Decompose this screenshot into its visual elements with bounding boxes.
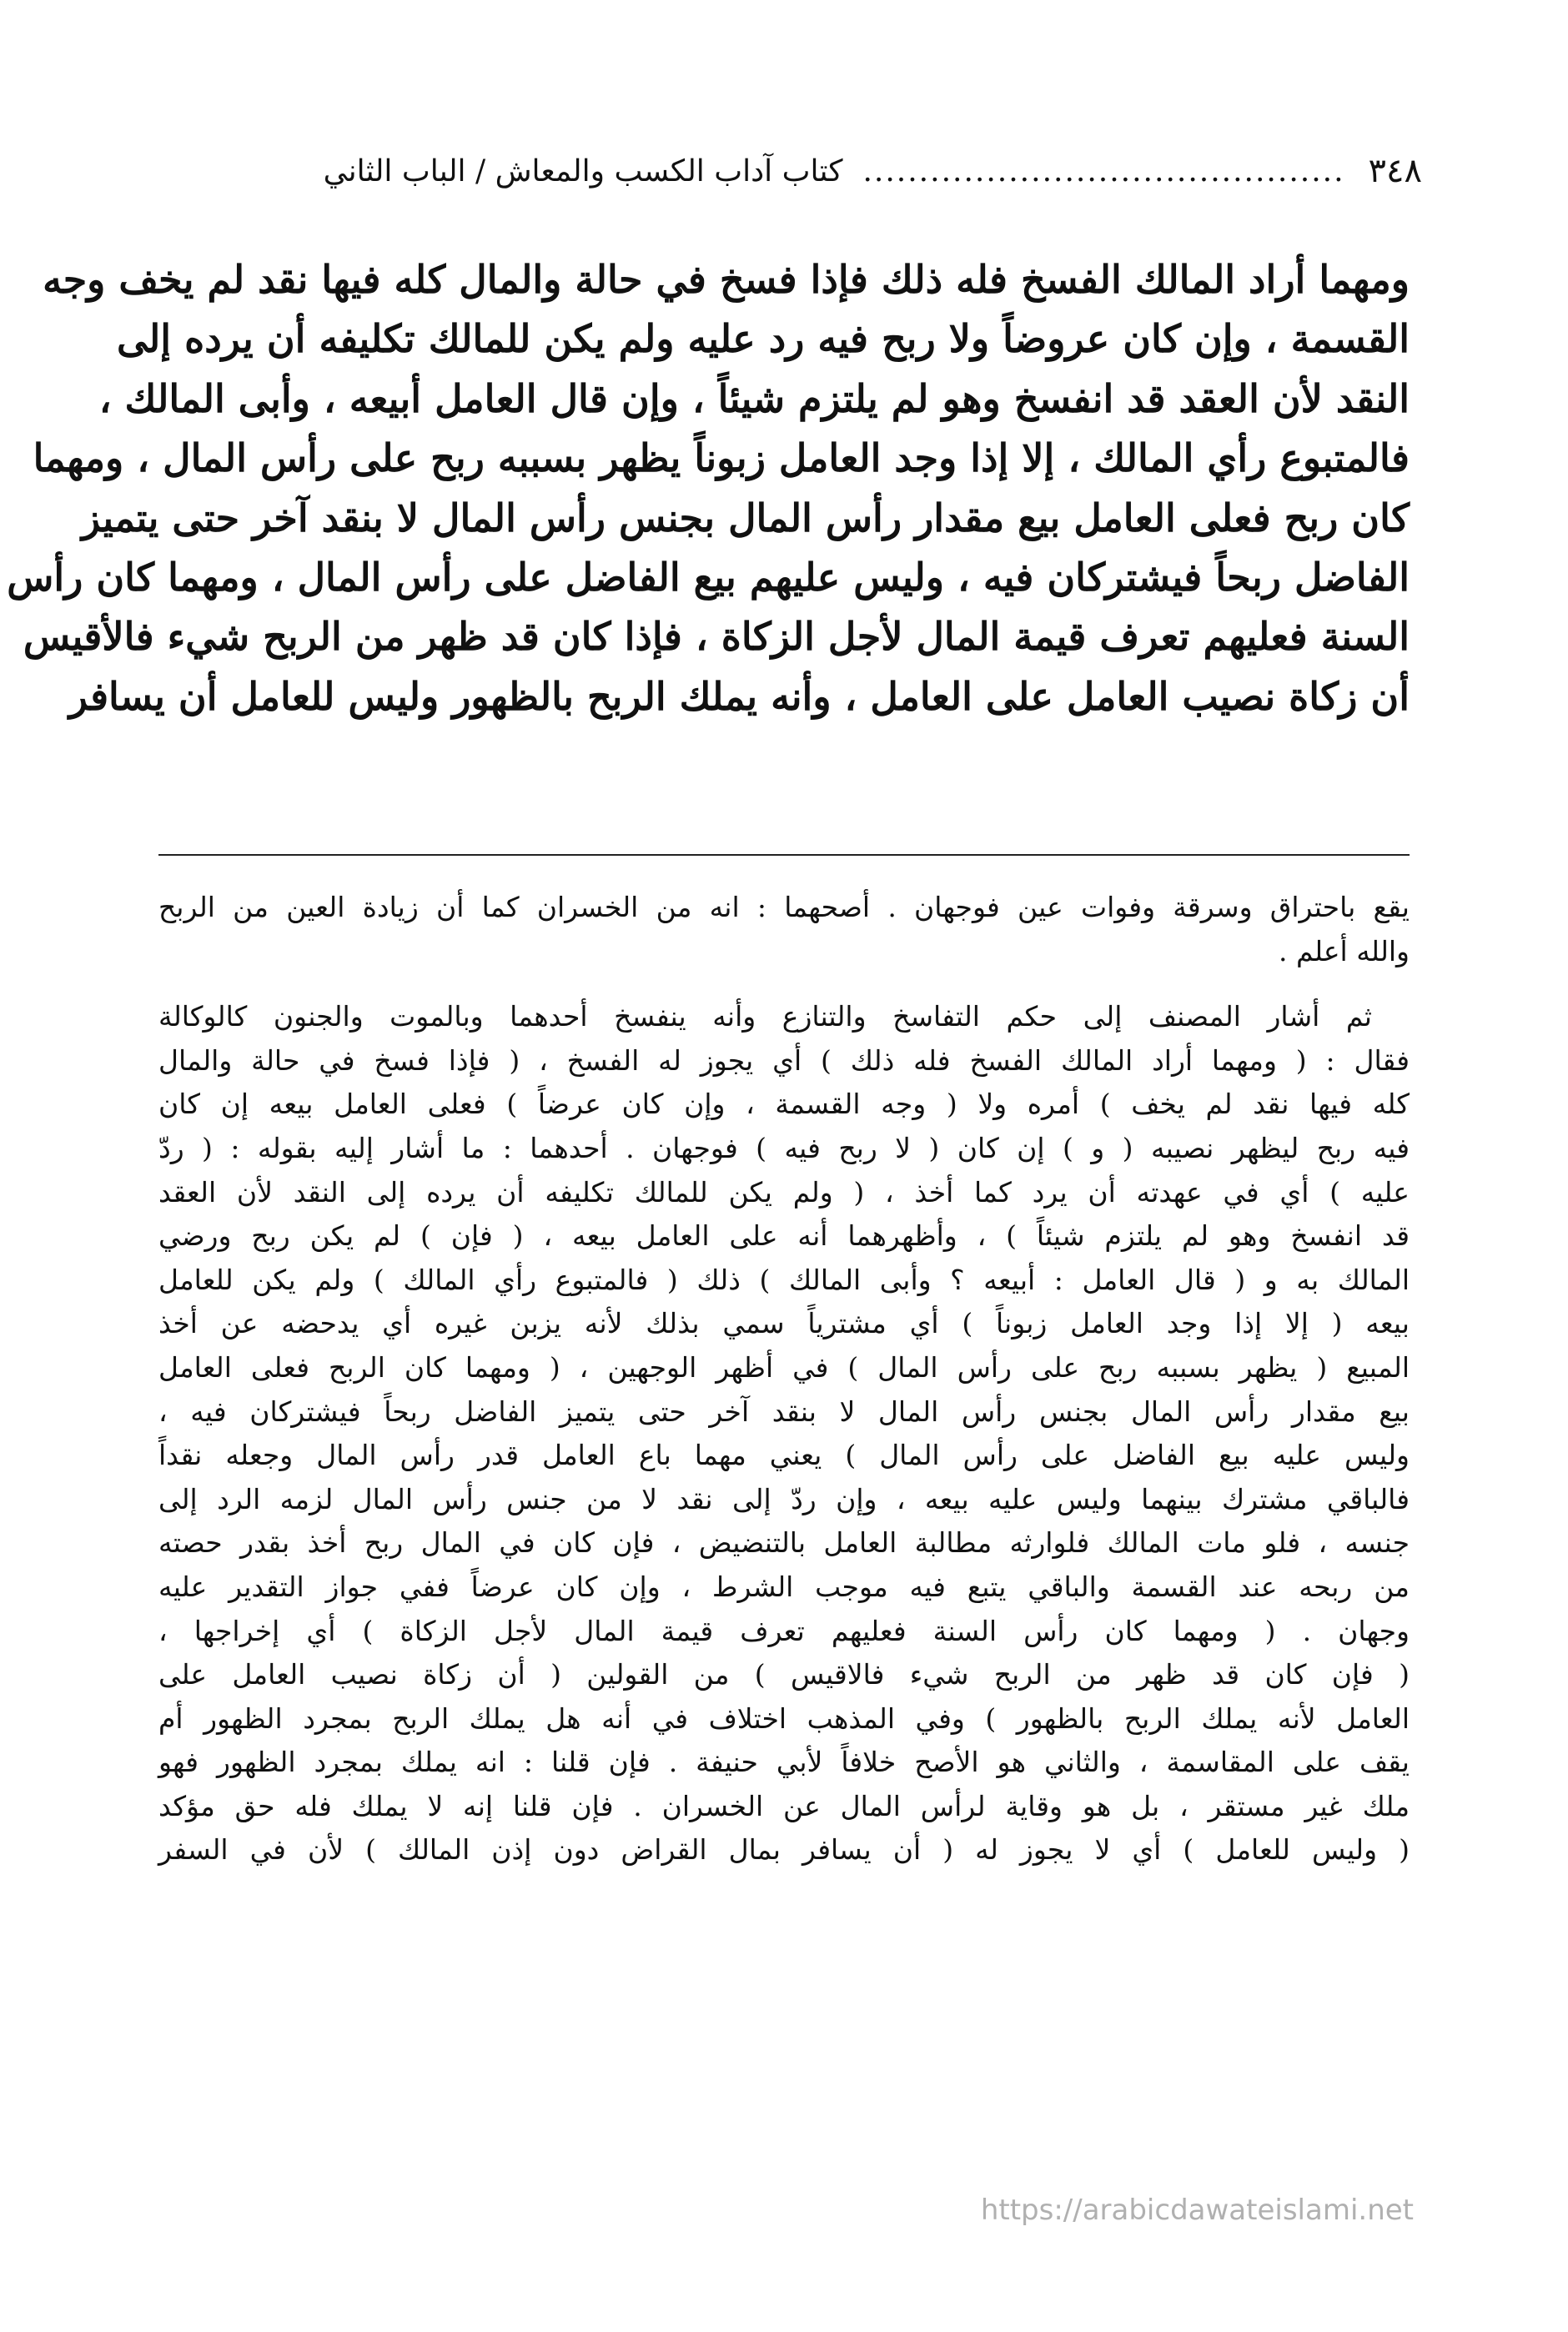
commentary-line: المبيع ( يظهر بسببه ربح على رأس المال ) في أظهر الوجهين ، ( ومهما كان الربح فعلى العامل [158, 1350, 1410, 1384]
commentary-line: وجهان . ( ومهما كان رأس السنة فعليهم تعرف قيمة المال لأجل الزكاة ) أي إخراجها ، [158, 1614, 1410, 1647]
main-text-line: النقد لأن العقد قد انفسخ وهو لم يلتزم شيئاً ، وإن قال العامل أبيعه ، وأبى المالك ، [98, 375, 1410, 421]
commentary-line: والله أعلم . [1279, 934, 1410, 967]
commentary-line: ( وليس للعامل ) أي لا يجوز له ( أن يسافر بمال القراض دون إذن المالك ) لأن في السفر [158, 1833, 1410, 1867]
commentary-line: يقع باحتراق وسرقة وفوات عين فوجهان . أصحهما : انه من الخسران كما أن زيادة العين من الربح [158, 891, 1410, 923]
commentary-line: فقال : ( ومهما أراد المالك الفسخ فله ذلك ) أي يجوز له الفسخ ، ( فإذا فسخ في حالة والمال [158, 1043, 1410, 1077]
commentary-line: من ربحه عند القسمة والباقي يتبع فيه موجب الشرط ، وإن كان عرضاً ففي جواز التقدير عليه [158, 1570, 1410, 1603]
main-text-line: فالمتبوع رأي المالك ، إلا إذا وجد العامل زبوناً يظهر بسببه ربح على رأس المال ، ومهما [33, 435, 1410, 481]
separator-rule [158, 854, 1410, 856]
commentary-line: يقف على المقاسمة ، والثاني هو الأصح خلافاً لأبي حنيفة . فإن قلنا : انه يملك بمجرد الظهور فهو [158, 1746, 1410, 1779]
header-leader-dots: ........................................... [862, 153, 1345, 188]
commentary-line: فالباقي مشترك بينهما وليس عليه بيعه ، وإن ردّ إلى نقد لا من جنس رأس المال لزمه الرد إلى [158, 1482, 1410, 1515]
main-text-line: السنة فعليهم تعرف قيمة المال لأجل الزكاة ، فإذا كان قد ظهر من الربح شيء فالأقيس [23, 614, 1410, 660]
commentary-line: المالك به و ( قال العامل : أبيعه ؟ وأبى المالك ) ذلك ( فالمتبوع رأي المالك ) ولم يكن للعامل [158, 1263, 1410, 1296]
main-text-line: الفاضل ربحاً فيشتركان فيه ، وليس عليهم بيع الفاضل على رأس المال ، ومهما كان رأس [7, 554, 1410, 600]
main-text-line: القسمة ، وإن كان عروضاً ولا ربح فيه رد عليه ولم يكن للمالك تكليفه أن يرده إلى [116, 316, 1410, 362]
commentary-line: جنسه ، فلو مات المالك فلوارثه مطالبة العامل بالتنضيض ، فإن كان في المال ربح أخذ بقدر حصته [158, 1526, 1410, 1560]
commentary-line: فيه ربح ليظهر نصيبه ( و ) إن كان ( لا ربح فيه ) فوجهان . أحدهما : ما أشار إليه بقوله : ( ردّ [158, 1131, 1410, 1164]
commentary-block [158, 886, 1410, 1872]
running-title: كتاب آداب الكسب والمعاش / الباب الثاني [323, 153, 843, 188]
paragraph-gap [158, 973, 1410, 995]
commentary-line: كله فيها نقد لم يخف ) أمره ولا ( وجه القسمة ، وإن كان عرضاً ) فعلى العامل بيعه إن كان [158, 1088, 1410, 1121]
main-text-block [7, 250, 1410, 726]
main-text-line: أن زكاة نصيب العامل على العامل ، وأنه يملك الربح بالظهور وليس للعامل أن يسافر [68, 673, 1410, 719]
commentary-line: وليس عليه بيع الفاضل على رأس المال ) يعني مهما باع العامل قدر رأس المال وجعله نقداً [158, 1439, 1410, 1472]
commentary-line: ملك غير مستقر ، بل هو وقاية لرأس المال عن الخسران . فإن قلنا إنه لا يملك فله حق مؤكد [158, 1789, 1410, 1822]
commentary-line: بيع مقدار رأس المال بجنس رأس المال لا بنقد آخر حتى يتميز الفاضل ربحاً فيشتركان فيه ، [158, 1395, 1410, 1428]
commentary-line: عليه ) أي في عهدته أن يرد كما أخذ ، ( ولم يكن للمالك تكليفه أن يرده إلى النقد لأن العقد [158, 1175, 1410, 1209]
commentary-line: العامل لأنه يملك الربح بالظهور ) وفي المذهب اختلاف في أنه هل يملك الربح بمجرد الظهور أم [158, 1701, 1410, 1735]
main-text-line: كان ربح فعلى العامل بيع مقدار رأس المال بجنس رأس المال لا بنقد آخر حتى يتميز [81, 495, 1410, 540]
commentary-line: بيعه ( إلا إذا وجد العامل زبوناً ) أي مشترياً سمي بذلك لأنه يزبن غيره أي يدحضه عن أخذ [158, 1307, 1410, 1340]
page-header [146, 142, 1422, 200]
commentary-line: قد انفسخ وهو لم يلتزم شيئاً ) ، وأظهرهما أنه على العامل بيعه ، ( فإن ) لم يكن ربح ورضي [158, 1219, 1410, 1253]
page-number: ٣٤٨ [1368, 152, 1422, 190]
commentary-line: ( فإن كان قد ظهر من الربح شيء فالاقيس ) من القولين ( أن زكاة نصيب العامل على [158, 1658, 1410, 1691]
main-text-line: ومهما أراد المالك الفسخ فله ذلك فإذا فسخ في حالة والمال كله فيها نقد لم يخف وجه [43, 257, 1410, 302]
commentary-line: ثم أشار المصنف إلى حكم التفاسخ والتنازع وأنه ينفسخ أحدهما وبالموت والجنون كالوكالة [158, 1000, 1372, 1033]
watermark-url: https://arabicdawateislami.net [980, 2194, 1414, 2227]
